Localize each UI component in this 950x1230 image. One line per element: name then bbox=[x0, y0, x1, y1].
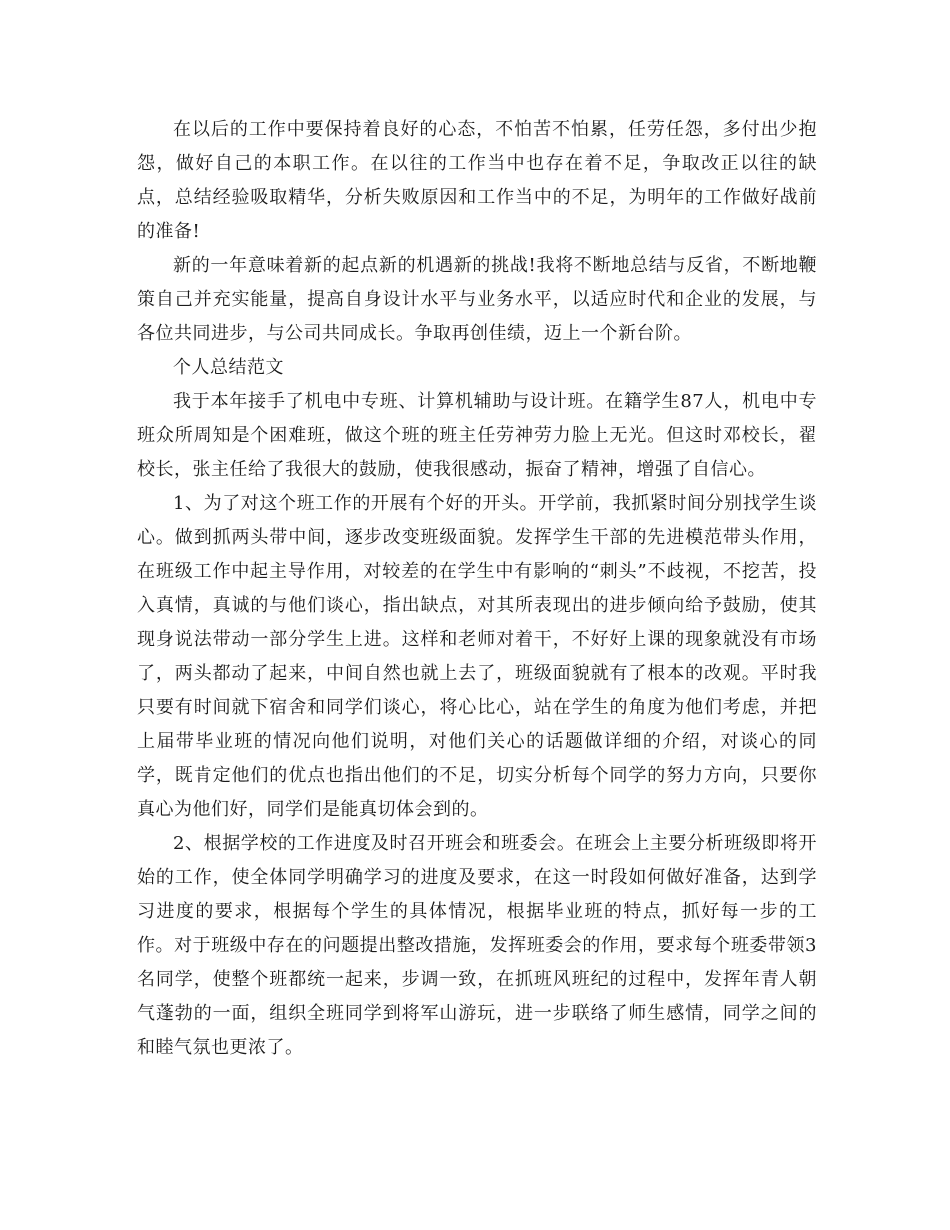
paragraph-intro: 我于本年接手了机电中专班、计算机辅助与设计班。在籍学生87人，机电中专班众所周知是个困难班，做这个班的班主任劳神劳力脸上无光。但这时邓校长，翟校长，张主任给了我很大的鼓励，使我很感动，振奋了精神，增强了自信心。 bbox=[137, 391, 817, 480]
section-heading: 个人总结范文 bbox=[173, 357, 284, 378]
paragraph-point-1: 1、为了对这个班工作的开展有个好的开头。开学前，我抓紧时间分别找学生谈心。做到抓两头带中间，逐步改变班级面貌。发挥学生干部的先进模范带头作用，在班级工作中起主导作用，对较差的在学生中有影响的“刺头”不歧视，不挖苦，投入真情，真诚的与他们谈心，指出缺点，对其所表现出的进步倾向给予鼓励，使其现身说法带动一部分学生上进。这样和老师对着干，不好好上课的现象就没有市场了，两头都动了起来，中间自然也就上去了，班级面貌就有了根本的改观。平时我只要有时间就下宿舍和同学们谈心，将心比心，站在学生的角度为他们考虑，并把上届带毕业班的情况向他们说明，对他们关心的话题做详细的介绍，对谈心的同学，既肯定他们的优点也指出他们的不足，切实分析每个同学的努力方向，只要你真心为他们好，同学们是能真切体会到的。 bbox=[137, 493, 817, 820]
document-page bbox=[137, 113, 817, 1065]
paragraph-point-2: 2、根据学校的工作进度及时召开班会和班委会。在班会上主要分析班级即将开始的工作，使全体同学明确学习的进度及要求，在这一时段如何做好准备，达到学习进度的要求，根据每个学生的具体情况，根据毕业班的特点，抓好每一步的工作。对于班级中存在的问题提出整改措施，发挥班委会的作用，要求每个班委带领3名同学，使整个班都统一起来，步调一致，在抓班风班纪的过程中，发挥年青人朝气蓬勃的一面，组织全班同学到将军山游玩，进一步联络了师生感情，同学之间的和睦气氛也更浓了。 bbox=[137, 833, 817, 1058]
paragraph-work-attitude: 在以后的工作中要保持着良好的心态，不怕苦不怕累，任劳任怨，多付出少抱怨，做好自己的本职工作。在以往的工作当中也存在着不足，争取改正以往的缺点，总结经验吸取精华，分析失败原因和工作当中的不足，为明年的工作做好战前的准备! bbox=[137, 119, 817, 242]
paragraph-new-year: 新的一年意味着新的起点新的机遇新的挑战!我将不断地总结与反省，不断地鞭策自己并充实能量，提高自身设计水平与业务水平，以适应时代和企业的发展，与各位共同进步，与公司共同成长。争取再创佳绩，迈上一个新台阶。 bbox=[137, 255, 817, 344]
